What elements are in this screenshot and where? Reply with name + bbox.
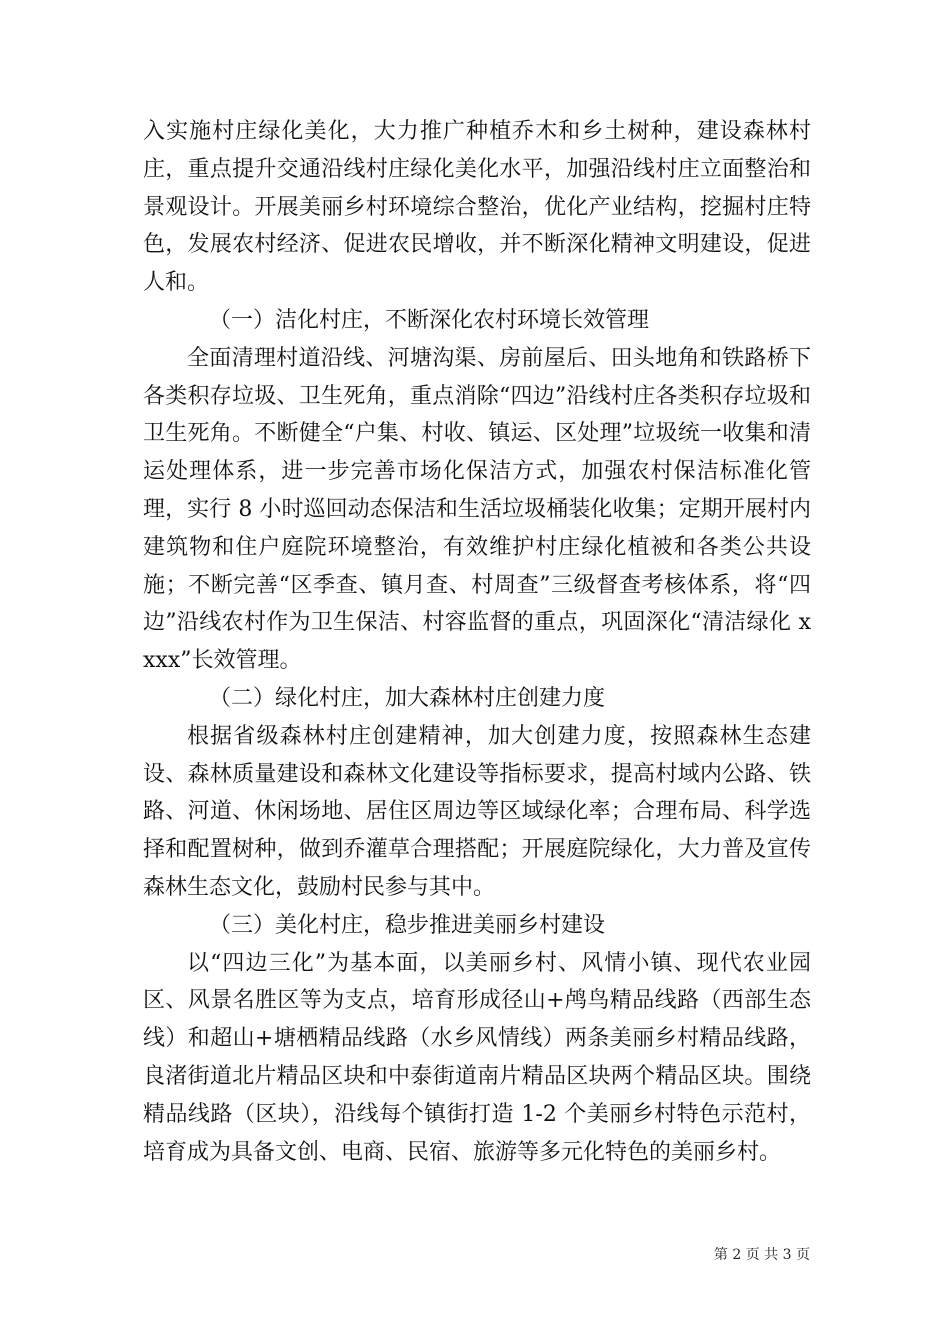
section-heading: （一）洁化村庄，不断深化农村环境长效管理 bbox=[209, 307, 650, 333]
document-body bbox=[143, 113, 811, 1171]
section-heading: （二）绿化村庄，加大森林村庄创建力度 bbox=[209, 685, 606, 711]
paragraph: 根据省级森林村庄创建精神，加大创建力度，按照森林生态建设、森林质量建设和森林文化建设等指标要求，提高村域内公路、铁路、河道、休闲场地、居住区周边等区域绿化率；合理布局、科学选择和配置树种，做到乔灌草合理搭配；开展庭院绿化，大力普及宣传森林生态文化，鼓励村民参与其中。 bbox=[143, 723, 811, 900]
paragraph: 以“四边三化”为基本面，以美丽乡村、风情小镇、现代农业园区、风景名胜区等为支点，培育形成径山+鸬鸟精品线路（西部生态线）和超山+塘栖精品线路（水乡风情线）两条美丽乡村精品线路，良渚街道北片精品区块和中泰街道南片精品区块两个精品区块。围绕精品线路（区块），沿线每个镇街打造 1-2 个美丽乡村特色示范村，培育成为具备文创、电商、民宿、旅游等多元化特色的美丽乡村。 bbox=[143, 950, 811, 1165]
paragraph: 入实施村庄绿化美化，大力推广种植乔木和乡土树种，建设森林村庄，重点提升交通沿线村庄绿化美化水平，加强沿线村庄立面整治和景观设计。开展美丽乡村环境综合整治，优化产业结构，挖掘村庄特色，发展农村经济、促进农民增收，并不断深化精神文明建设，促进人和。 bbox=[143, 119, 811, 296]
page-number: 第 2 页 共 3 页 bbox=[713, 1247, 810, 1263]
section-heading: （三）美化村庄，稳步推进美丽乡村建设 bbox=[209, 912, 606, 938]
paragraph: 全面清理村道沿线、河塘沟渠、房前屋后、田头地角和铁路桥下各类积存垃圾、卫生死角，重点消除“四边”沿线村庄各类积存垃圾和卫生死角。不断健全“户集、村收、镇运、区处理”垃圾统一收集和清运处理体系，进一步完善市场化保洁方式，加强农村保洁标准化管理，实行 8 小时巡回动态保洁和生活垃圾桶装化收集；定期开展村内建筑物和住户庭院环境整治，有效维护村庄绿化植被和各类公共设施；不断完善“区季查、镇月查、村周查”三级督查考核体系，将“四边”沿线农村作为卫生保洁、村容监督的重点，巩固深化“清洁绿化 xxxx”长效管理。 bbox=[143, 345, 811, 674]
